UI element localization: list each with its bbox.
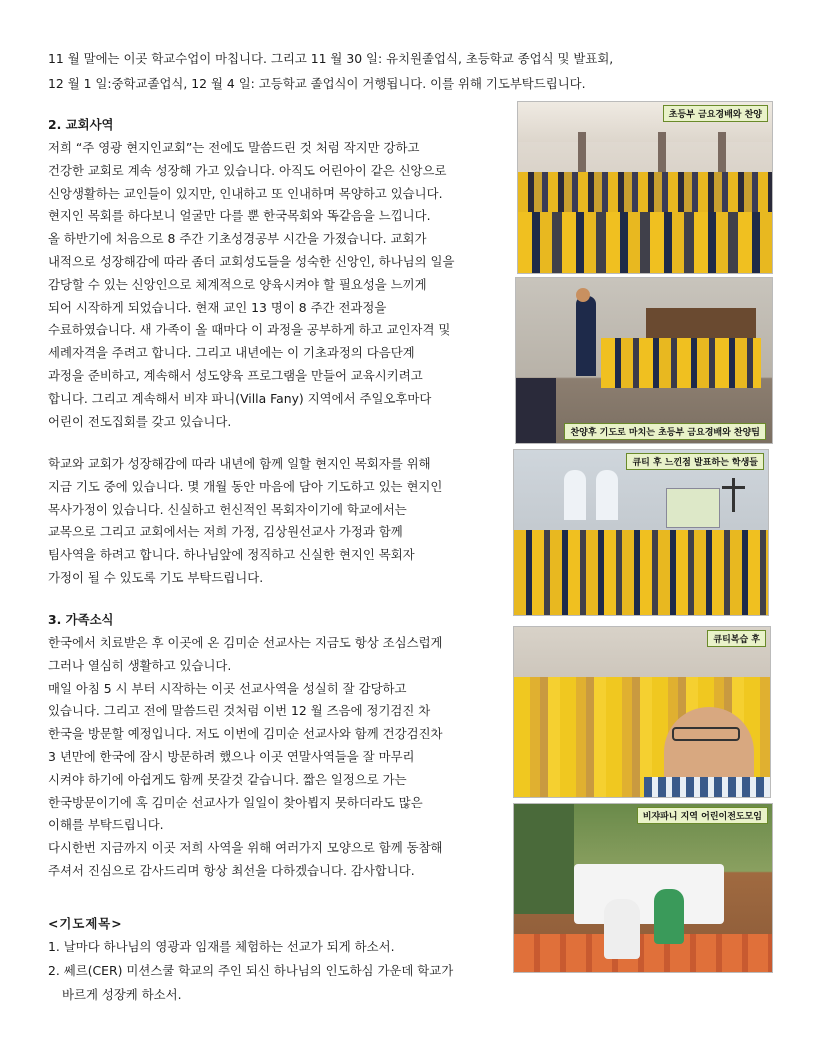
family-line: 있습니다. 그리고 전에 말씀드린 것처럼 이번 12 월 즈음에 정기검진 차 (48, 703, 431, 719)
family-line: 한국에서 치료받은 후 이곳에 온 김미순 선교사는 지금도 항상 조심스럽게 (48, 635, 443, 650)
prayer-item-2-cont: 바르게 성장케 하소서. (62, 987, 182, 1002)
prayer-item-1: 1. 날마다 하나님의 영광과 임재를 체험하는 선교가 되게 하소서. (48, 939, 395, 954)
church-line: 어린이 전도집회를 갖고 있습니다. (48, 413, 232, 429)
church-line: 감당할 수 있는 신앙인으로 체계적으로 양육시켜야 할 필요성을 느끼게 (48, 276, 427, 292)
family-line: 시켜야 하기에 아쉽게도 함께 못갈것 같습니다. 짧은 일정으로 가는 (48, 771, 407, 787)
intro-line-1: 11 월 말에는 이곳 학교수업이 마칩니다. 그리고 11 월 30 일: 유치원졸업식, 초등학교 종업식 및 발표회, (48, 51, 614, 66)
church-line: 되어 시작하게 되었습니다. 현재 교인 13 명이 8 주간 전과정을 (48, 299, 387, 315)
family-line: 한국을 방문할 예정입니다. 저도 이번에 김미순 선교사와 함께 건강검진차 (48, 726, 443, 742)
photo-qt-sharing (513, 449, 769, 616)
family-heading: 3. 가족소식 (48, 612, 114, 627)
prayer-heading: <기도제목> (48, 916, 123, 931)
church-line: 신앙생활하는 교인들이 있지만, 인내하고 또 인내하며 목양하고 있습니다. (48, 185, 443, 201)
pastor-line: 교목으로 그리고 교회에서는 저희 가정, 김상원선교사 가정과 함께 (48, 524, 403, 540)
pastor-line: 목사가정이 있습니다. 신실하고 헌신적인 목회자이기에 학교에서는 (48, 501, 407, 517)
family-line: 한국방문이기에 혹 김미순 선교사가 일일이 찾아뵙지 못하더라도 많은 (48, 794, 423, 810)
pastor-line: 학교와 교회가 성장해감에 따라 내년에 함께 일할 현지인 목회자를 위해 (48, 456, 431, 471)
church-line: 수료하였습니다. 새 가족이 올 때마다 이 과정을 공부하게 하고 교인자격 및 (48, 322, 451, 338)
photo-caption: 비쟈파니 지역 어린이전도모임 (637, 807, 768, 824)
prayer-item-2: 2. 쎄르(CER) 미션스쿨 학교의 주인 되신 하나님의 인도하심 가운데 학교가 (48, 963, 454, 978)
photo-qt-review (513, 626, 771, 798)
photo-villa-fany (513, 803, 773, 973)
family-line: 이해를 부탁드립니다. (48, 817, 164, 833)
church-line: 내적으로 성장해감에 따라 좀더 교회성도들을 성숙한 신앙인, 하나님의 일을 (48, 254, 455, 269)
church-heading: 2. 교회사역 (48, 117, 114, 132)
photo-caption: 초등부 금요경배와 찬양 (663, 105, 768, 122)
church-line: 저희 “주 영광 현지인교회”는 전에도 말씀드린 것 처럼 작지만 강하고 (48, 140, 420, 155)
photo-praise-team (515, 277, 773, 444)
church-line: 현지인 목회를 하다보니 얼굴만 다를 뿐 한국목회와 똑같음을 느낍니다. (48, 208, 431, 224)
pastor-line: 가정이 될 수 있도록 기도 부탁드립니다. (48, 570, 264, 585)
pastor-line: 팀사역을 하려고 합니다. 하나님앞에 정직하고 신실한 현지인 목회자 (48, 547, 415, 563)
photo-caption: 찬양후 기도로 마치는 초등부 금요경배와 찬양팀 (564, 423, 766, 440)
photo-caption: 큐티 후 느낀점 발표하는 학생들 (626, 453, 764, 470)
pastor-line: 지금 기도 중에 있습니다. 몇 개월 동안 마음에 담아 기도하고 있는 현지인 (48, 478, 443, 494)
intro-line-2: 12 월 1 일:중학교졸업식, 12 월 4 일: 고등학교 졸업식이 거행됩니다. 이를 위해 기도부탁드립니다. (48, 76, 586, 91)
church-line: 올 하반기에 처음으로 8 주간 기초성경공부 시간을 가졌습니다. 교회가 (48, 231, 427, 247)
photo-friday-worship (517, 101, 773, 274)
family-line: 그러나 열심히 생활하고 있습니다. (48, 657, 232, 673)
family-line: 3 년만에 한국에 잠시 방문하려 했으나 이곳 연말사역들을 잘 마무리 (48, 749, 415, 764)
family-line: 다시한번 지금까지 이곳 저희 사역을 위해 여러가지 모양으로 함께 동참해 (48, 840, 443, 856)
church-line: 건강한 교회로 계속 성장해 가고 있습니다. 아직도 어린아이 같은 신앙으로 (48, 162, 447, 178)
family-line: 매일 아침 5 시 부터 시작하는 이곳 선교사역을 성실히 잘 감당하고 (48, 680, 407, 696)
church-line: 합니다. 그리고 계속해서 비쟈 파니(Villa Fany) 지역에서 주일오후마다 (48, 390, 432, 406)
church-line: 세례자격을 주려고 합니다. 그리고 내년에는 이 기초과정의 다음단계 (48, 345, 415, 361)
photo-caption: 큐티복습 후 (707, 630, 766, 647)
church-line: 과정을 준비하고, 계속해서 성도양육 프로그램을 만들어 교육시키려고 (48, 368, 423, 383)
family-line: 주셔서 진심으로 감사드리며 항상 최선을 다하겠습니다. 감사합니다. (48, 863, 415, 878)
